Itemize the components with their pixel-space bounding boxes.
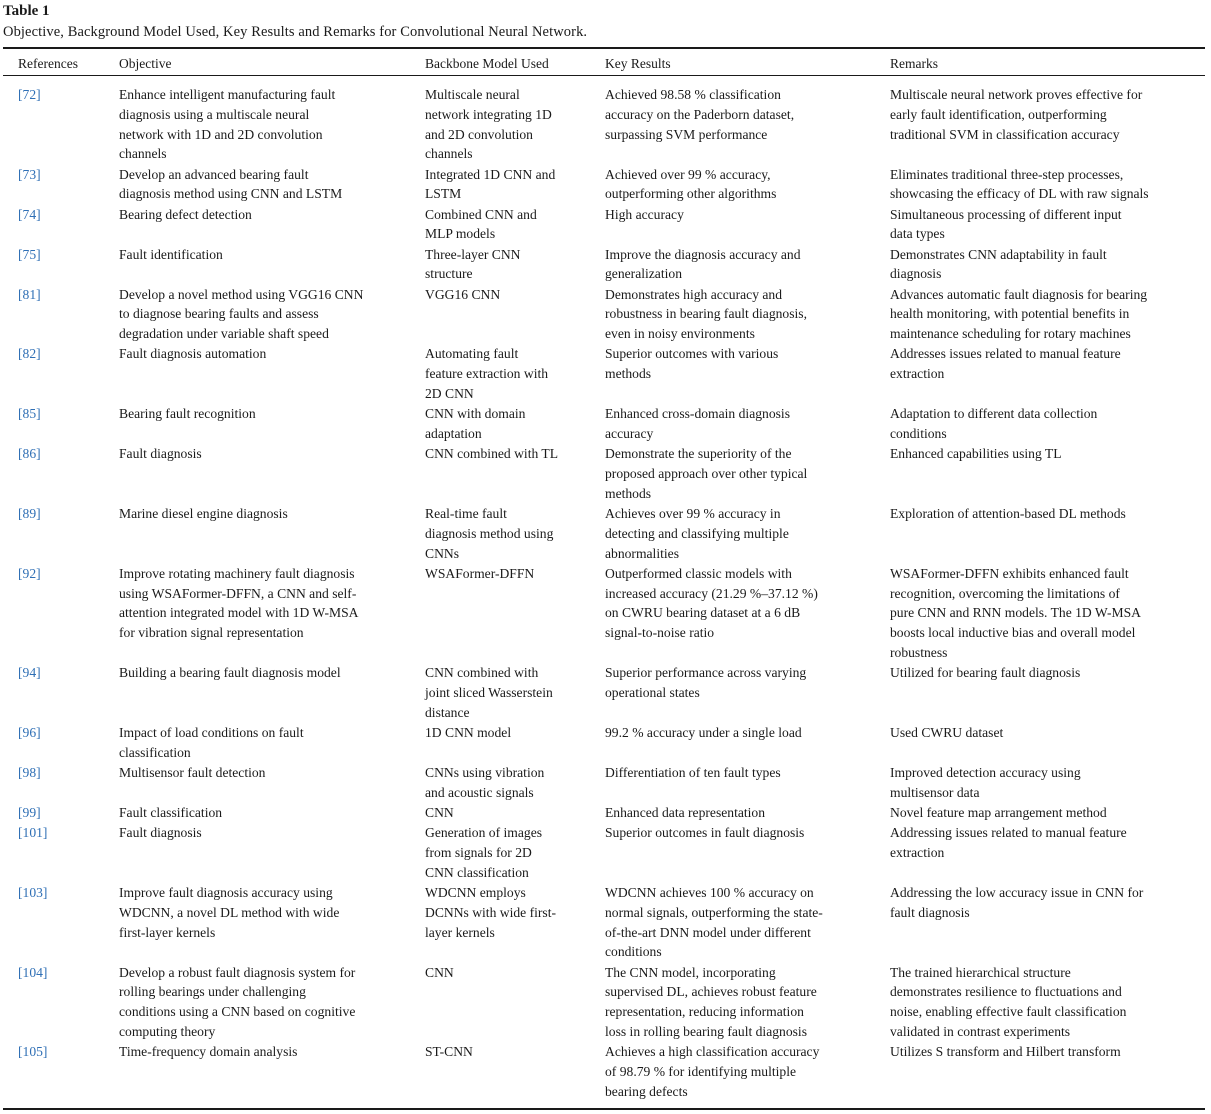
table-row [0, 723, 1211, 763]
backbone-cell: CNNs using vibration and acoustic signals [425, 764, 545, 800]
table-row [0, 564, 1211, 663]
backbone-cell: Generation of images from signals for 2D CNN classification [425, 825, 543, 880]
table-bottom-rule [3, 1108, 1205, 1110]
table-body [0, 85, 1211, 1102]
reference-link[interactable]: [104] [18, 964, 48, 980]
reference-link[interactable]: [89] [18, 505, 41, 521]
backbone-cell: Three-layer CNN structure [425, 246, 521, 282]
backbone-cell: Multiscale neural network integrating 1D and 2D convolution channels [425, 87, 552, 162]
header-key-results: Key Results [605, 56, 671, 71]
backbone-cell: WDCNN employs DCNNs with wide first- layer kernels [425, 884, 557, 940]
key-results-cell: Achieved 98.58 % classification accuracy on the Paderborn dataset, surpassing SVM performance [605, 87, 795, 142]
table-row [0, 285, 1211, 345]
objective-cell: Fault diagnosis [119, 446, 202, 462]
table-row [0, 803, 1211, 823]
objective-cell: Impact of load conditions on fault classification [119, 724, 304, 760]
key-results-cell: High accuracy [605, 206, 684, 222]
key-results-cell: Outperformed classic models with increased accuracy (21.29 %–37.12 %) on CWRU bearing dataset at a 6 dB signal-to-noise ratio [605, 565, 818, 641]
objective-cell: Time-frequency domain analysis [119, 1044, 298, 1060]
table-row [0, 85, 1211, 165]
table-row [0, 763, 1211, 803]
reference-link[interactable]: [103] [18, 884, 48, 900]
table-row [0, 165, 1211, 205]
remarks-cell: Addresses issues related to manual feature extraction [890, 346, 1121, 382]
key-results-cell: Achieves a high classification accuracy of 98.79 % for identifying multiple bearing defects [605, 1044, 820, 1099]
backbone-cell: CNN combined with joint sliced Wasserstein distance [425, 665, 553, 720]
backbone-cell: CNN combined with TL [425, 446, 559, 462]
header-remarks: Remarks [890, 56, 938, 71]
table-row [0, 1042, 1211, 1102]
reference-link[interactable]: [75] [18, 246, 41, 262]
reference-link[interactable]: [101] [18, 825, 48, 841]
key-results-cell: The CNN model, incorporating supervised DL, achieves robust feature representation, reducing information loss in rolling bearing fault diagnosis [605, 964, 817, 1039]
table-row [0, 205, 1211, 245]
objective-cell: Improve fault diagnosis accuracy using WDCNN, a novel DL method with wide first-layer kernels [119, 884, 340, 940]
reference-link[interactable]: [94] [18, 665, 41, 681]
backbone-cell: ST-CNN [425, 1044, 473, 1060]
key-results-cell: Superior performance across varying operational states [605, 665, 807, 700]
reference-link[interactable]: [99] [18, 804, 41, 820]
backbone-cell: Real-time fault diagnosis method using CNNs [425, 505, 554, 561]
reference-link[interactable]: [73] [18, 166, 41, 182]
backbone-cell: VGG16 CNN [425, 286, 501, 302]
table-row [0, 663, 1211, 723]
objective-cell: Develop a robust fault diagnosis system for rolling bearings under challenging conditions using a CNN based on cognitive computing theory [119, 964, 356, 1039]
key-results-cell: Superior outcomes with various methods [605, 346, 779, 382]
table-caption: Objective, Background Model Used, Key Results and Remarks for Convolutional Neural Network. [3, 24, 588, 40]
remarks-cell: Novel feature map arrangement method [890, 804, 1107, 820]
objective-cell: Marine diesel engine diagnosis [119, 505, 288, 521]
table-row [0, 823, 1211, 883]
table-row [0, 504, 1211, 564]
remarks-cell: Utilized for bearing fault diagnosis [890, 665, 1081, 681]
objective-cell: Fault identification [119, 246, 223, 262]
remarks-cell: Advances automatic fault diagnosis for bearing health monitoring, with potential benefits in maintenance scheduling for rotary machines [890, 286, 1148, 342]
remarks-cell: The trained hierarchical structure demonstrates resilience to fluctuations and noise, enabling effective fault classification validated in contrast experiments [890, 964, 1127, 1039]
header-backbone: Backbone Model Used [425, 56, 549, 71]
reference-link[interactable]: [96] [18, 724, 41, 740]
key-results-cell: Improve the diagnosis accuracy and generalization [605, 246, 801, 282]
key-results-cell: Demonstrate the superiority of the proposed approach over other typical methods [605, 446, 808, 501]
objective-cell: Multisensor fault detection [119, 764, 266, 780]
reference-link[interactable]: [81] [18, 286, 41, 302]
table-row [0, 444, 1211, 504]
reference-link[interactable]: [98] [18, 764, 41, 780]
objective-cell: Fault diagnosis automation [119, 346, 267, 362]
remarks-cell: Demonstrates CNN adaptability in fault diagnosis [890, 246, 1107, 282]
objective-cell: Bearing defect detection [119, 206, 252, 222]
table-row [0, 245, 1211, 285]
remarks-cell: Enhanced capabilities using TL [890, 446, 1062, 462]
objective-cell: Develop a novel method using VGG16 CNN to diagnose bearing faults and assess degradation under variable shaft speed [119, 286, 364, 342]
table-row [0, 404, 1211, 444]
remarks-cell: Exploration of attention-based DL methods [890, 505, 1126, 521]
remarks-cell: Eliminates traditional three-step processes, showcasing the efficacy of DL with raw signals [890, 166, 1149, 202]
remarks-cell: Addressing the low accuracy issue in CNN for fault diagnosis [890, 884, 1144, 920]
header-objective: Objective [119, 56, 172, 71]
objective-cell: Develop an advanced bearing fault diagnosis method using CNN and LSTM [119, 166, 343, 202]
table-top-rule [3, 47, 1205, 49]
table-header-rule [3, 75, 1205, 76]
key-results-cell: 99.2 % accuracy under a single load [605, 724, 802, 740]
table-row [0, 883, 1211, 963]
backbone-cell: CNN [425, 804, 454, 820]
remarks-cell: WSAFormer-DFFN exhibits enhanced fault recognition, overcoming the limitations of pure CNN and RNN models. The 1D W-MSA boosts local inductive bias and overall model robustness [890, 565, 1141, 660]
backbone-cell: Integrated 1D CNN and LSTM [425, 166, 556, 202]
objective-cell: Improve rotating machinery fault diagnosis using WSAFormer-DFFN, a CNN and self- attention integrated model with 1D W-MSA for vibration signal representation [119, 565, 359, 641]
remarks-cell: Simultaneous processing of different input data types [890, 206, 1122, 242]
key-results-cell: WDCNN achieves 100 % accuracy on normal signals, outperforming the state- of-the-art DNN model under different conditions [605, 884, 823, 960]
reference-link[interactable]: [92] [18, 565, 41, 581]
objective-cell: Bearing fault recognition [119, 406, 256, 422]
key-results-cell: Superior outcomes in fault diagnosis [605, 825, 805, 841]
remarks-cell: Multiscale neural network proves effective for early fault identification, outperforming traditional SVM in classification accuracy [890, 87, 1143, 142]
backbone-cell: Combined CNN and MLP models [425, 206, 537, 242]
key-results-cell: Enhanced cross-domain diagnosis accuracy [605, 406, 790, 441]
remarks-cell: Used CWRU dataset [890, 724, 1004, 740]
key-results-cell: Achieves over 99 % accuracy in detecting and classifying multiple abnormalities [605, 505, 789, 561]
reference-link[interactable]: [85] [18, 406, 41, 422]
remarks-cell: Addressing issues related to manual feature extraction [890, 825, 1127, 860]
reference-link[interactable]: [86] [18, 446, 41, 462]
remarks-cell: Improved detection accuracy using multisensor data [890, 764, 1081, 800]
reference-link[interactable]: [105] [18, 1044, 48, 1060]
objective-cell: Enhance intelligent manufacturing fault diagnosis using a multiscale neural network with 1D and 2D convolution channels [119, 87, 336, 162]
remarks-cell: Adaptation to different data collection conditions [890, 406, 1098, 441]
objective-cell: Fault classification [119, 804, 223, 820]
header-references: References [18, 56, 78, 71]
objective-cell: Building a bearing fault diagnosis model [119, 665, 341, 681]
key-results-cell: Achieved over 99 % accuracy, outperforming other algorithms [605, 166, 777, 202]
backbone-cell: WSAFormer-DFFN [425, 565, 535, 581]
key-results-cell: Enhanced data representation [605, 804, 766, 820]
table-label: Table 1 [3, 3, 50, 19]
objective-cell: Fault diagnosis [119, 825, 202, 841]
table-row [0, 963, 1211, 1043]
backbone-cell: CNN with domain adaptation [425, 406, 526, 441]
key-results-cell: Demonstrates high accuracy and robustness in bearing fault diagnosis, even in noisy environments [605, 286, 807, 342]
reference-link[interactable]: [72] [18, 87, 41, 102]
table-row [0, 344, 1211, 404]
reference-link[interactable]: [82] [18, 346, 41, 362]
backbone-cell: 1D CNN model [425, 724, 512, 740]
backbone-cell: Automating fault feature extraction with 2D CNN [425, 346, 549, 401]
backbone-cell: CNN [425, 964, 454, 980]
reference-link[interactable]: [74] [18, 206, 41, 222]
key-results-cell: Differentiation of ten fault types [605, 764, 781, 780]
remarks-cell: Utilizes S transform and Hilbert transform [890, 1044, 1121, 1060]
